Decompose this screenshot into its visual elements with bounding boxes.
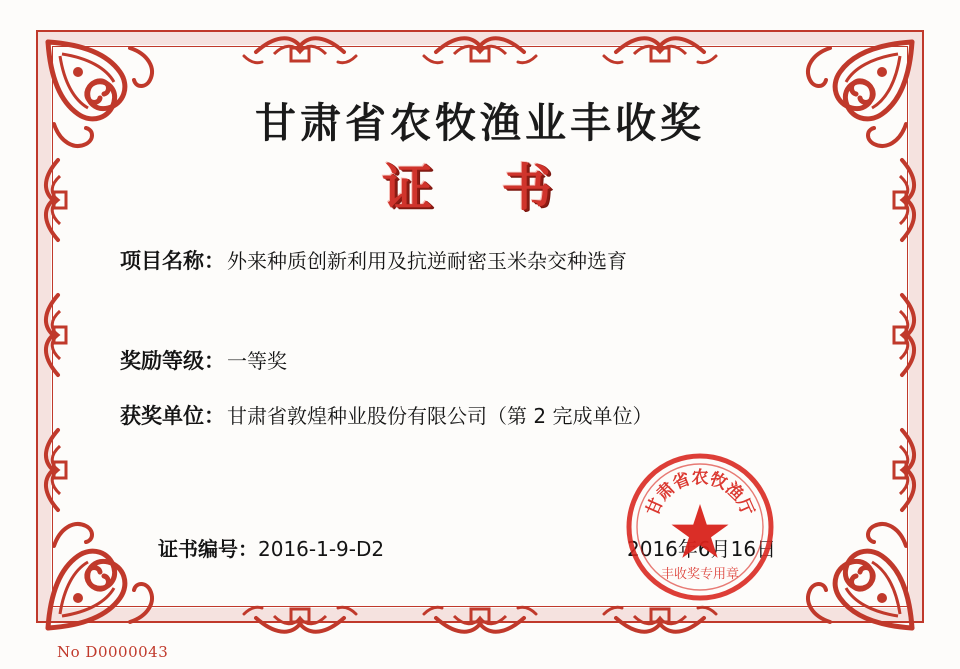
certificate-number-value: 2016-1-9-D2 xyxy=(258,537,385,561)
svg-text:丰收奖专用章: 丰收奖专用章 xyxy=(660,567,740,582)
field-award-level-value: 一等奖 xyxy=(227,349,287,373)
certificate-number xyxy=(158,533,384,562)
svg-text:甘: 甘 xyxy=(642,495,668,519)
svg-text:肃: 肃 xyxy=(652,478,680,505)
field-awarded-unit-value: 甘肃省敦煌种业股份有限公司（第 2 完成单位） xyxy=(227,404,653,428)
certificate-main-title: 甘肃省农牧渔业丰收奖 xyxy=(255,99,705,147)
svg-text:牧: 牧 xyxy=(706,469,730,495)
field-award-level-label: 奖励等级： xyxy=(120,349,225,373)
issue-date: 2016年6月16日 xyxy=(627,537,777,561)
certificate-sub-title: 证 书 xyxy=(382,159,578,217)
field-awarded-unit-label: 获奖单位： xyxy=(120,404,225,428)
svg-text:农: 农 xyxy=(691,468,709,488)
official-seal-stamp xyxy=(625,452,775,602)
certificate-number-label: 证书编号： xyxy=(158,537,258,561)
field-award-level xyxy=(120,345,287,375)
field-project-name xyxy=(120,245,627,275)
svg-text:渔: 渔 xyxy=(720,478,748,505)
field-awarded-unit xyxy=(120,400,652,430)
field-project-name-label: 项目名称： xyxy=(120,249,225,273)
field-project-name-value: 外来种质创新利用及抗逆耐密玉米杂交种选育 xyxy=(227,249,627,273)
svg-text:厅: 厅 xyxy=(732,495,758,519)
serial-number: No D0000043 xyxy=(57,643,169,661)
svg-text:省: 省 xyxy=(670,469,694,495)
